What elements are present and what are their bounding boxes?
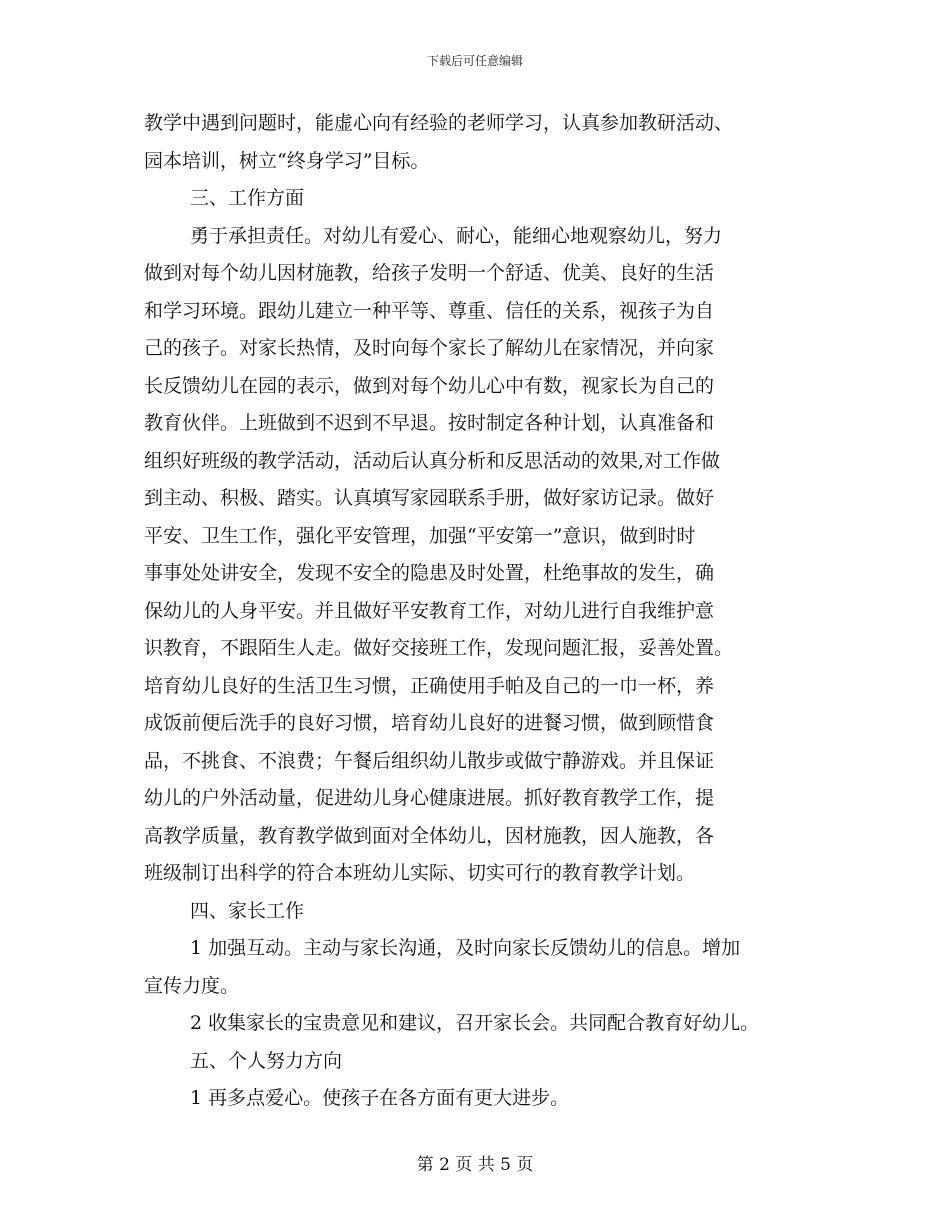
- text-line: 三、工作方面: [190, 187, 305, 209]
- text-line: 教学中遇到问题时，能虚心向有经验的老师学习，认真参加教研活动、: [144, 112, 734, 134]
- text-line: 己的孩子。对家长热情，及时向每个家长了解幼儿在家情况，并向家: [144, 337, 715, 359]
- text-line: 园本培训，树立“终身学习”目标。: [144, 149, 430, 172]
- text-line: 识教育，不跟陌生人走。做好交接班工作，发现问题汇报，妥善处置。: [144, 637, 734, 659]
- text-line: 勇于承担责任。对幼儿有爱心、耐心，能细心地观察幼儿，努力: [190, 224, 723, 247]
- text-line: 2 收集家长的宝贵意见和建议，召开家长会。共同配合教育好幼儿。: [190, 1012, 760, 1034]
- text-line: 班级制订出科学的符合本班幼儿实际、切实可行的教育教学计划。: [144, 862, 696, 884]
- text-line: 五、个人努力方向: [190, 1049, 343, 1072]
- text-line: 培育幼儿良好的生活卫生习惯，正确使用手帕及自己的一巾一杯，养: [144, 674, 715, 697]
- text-line: 四、家长工作: [190, 899, 305, 922]
- text-line: 平安、卫生工作，强化平安管理，加强“平安第一”意识，做到时时: [144, 524, 696, 547]
- text-line: 教育伙伴。上班做到不迟到不早退。按时制定各种计划，认真准备和: [144, 412, 715, 434]
- text-line: 组织好班级的教学活动，活动后认真分析和反思活动的效果,对工作做: [144, 449, 721, 472]
- text-line: 宣传力度。: [144, 974, 240, 997]
- text-line: 和学习环境。跟幼儿建立一种平等、尊重、信任的关系，视孩子为自: [144, 299, 715, 322]
- text-line: 高教学质量，教育教学做到面对全体幼儿，因材施教，因人施教，各: [144, 824, 715, 847]
- text-line: 保幼儿的人身平安。并且做好平安教育工作，对幼儿进行自我维护意: [144, 599, 715, 622]
- text-line: 幼儿的户外活动量，促进幼儿身心健康进展。抓好教育教学工作，提: [144, 787, 715, 809]
- text-line: 做到对每个幼儿因材施教，给孩子发明一个舒适、优美、良好的生活: [144, 262, 715, 284]
- text-line: 1 再多点爱心。使孩子在各方面有更大进步。: [190, 1087, 570, 1109]
- text-line: 事事处处讲安全，发现不安全的隐患及时处置，杜绝事故的发生，确: [144, 562, 715, 584]
- text-line: 1 加强互动。主动与家长沟通，及时向家长反馈幼儿的信息。增加: [190, 937, 741, 959]
- document-body: [144, 105, 824, 1118]
- page-number-footer: 第 2 页 共 5 页: [416, 1155, 534, 1175]
- text-line: 成饭前便后洗手的良好习惯，培育幼儿良好的进餐习惯，做到顾惜食: [144, 712, 715, 734]
- text-line: 长反馈幼儿在园的表示，做到对每个幼儿心中有数，视家长为自己的: [144, 374, 715, 397]
- text-line: 到主动、积极、踏实。认真填写家园联系手册，做好家访记录。做好: [144, 487, 715, 509]
- text-line: 品，不挑食、不浪费；午餐后组织幼儿散步或做宁静游戏。并且保证: [144, 749, 715, 772]
- page-header: 下载后可任意编辑: [426, 54, 523, 68]
